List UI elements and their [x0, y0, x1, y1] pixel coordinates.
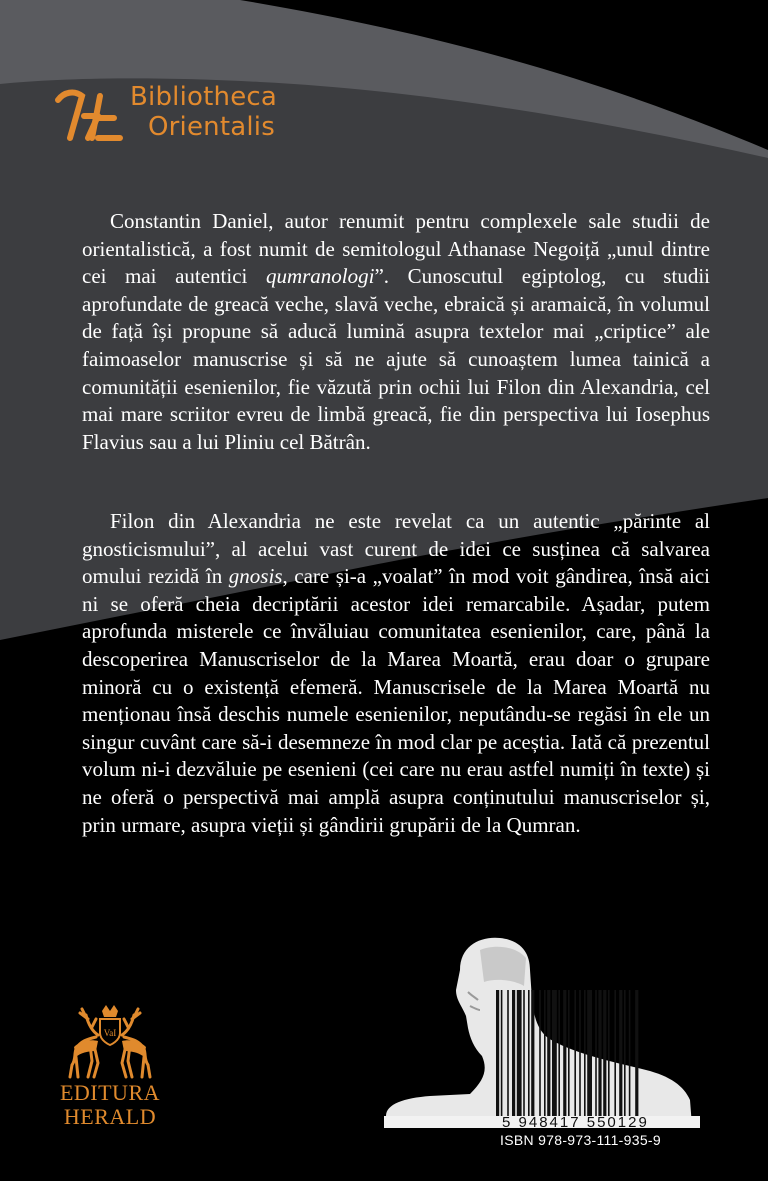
barcode-bar — [624, 990, 626, 1116]
bibliotheca-orientalis-logo — [54, 86, 126, 144]
barcode-bar — [523, 990, 525, 1116]
sphinx-barcode-icon — [384, 930, 714, 1130]
publisher-name — [40, 1081, 180, 1129]
series-name — [130, 82, 277, 142]
p1-text-a: Constantin Daniel, autor renumit pentru complexele sale studii de orientalistică, a fost numit de semitologul Athanase Negoiță „unul dintre cei mai autentici — [82, 209, 710, 289]
series-name-line2: Orientalis — [148, 112, 275, 142]
deer-crest-logo — [62, 1005, 158, 1081]
barcode-bar — [568, 990, 570, 1116]
barcode-bar — [579, 990, 581, 1116]
barcode-bar — [619, 990, 622, 1116]
p2-text-a: Filon din Alexandria ne este revelat ca un autentic „părinte al gnosticismului”, al acelui vast curent de idei ce susținea că salvarea omului rezidă în — [82, 509, 710, 589]
series-name-line1: Bibliotheca — [130, 82, 278, 112]
barcode-bar — [603, 990, 606, 1116]
description-paragraph-2 — [82, 508, 710, 839]
publisher-logo — [40, 1005, 180, 1135]
isbn-label: ISBN 978-973-111-935-9 — [500, 1132, 661, 1148]
barcode-bar — [496, 990, 499, 1116]
barcode-bar — [507, 990, 509, 1116]
p1-emphasis: qumranologi — [265, 264, 375, 289]
barcode-bar — [531, 990, 534, 1116]
barcode-bar — [558, 990, 560, 1116]
barcode-bar — [512, 990, 515, 1116]
barcode-bar — [629, 990, 631, 1116]
barcode-bar — [584, 990, 586, 1116]
barcode-bar — [563, 990, 566, 1116]
barcode-bar — [608, 990, 610, 1116]
barcode-bar — [501, 990, 503, 1116]
barcode-bar — [517, 990, 522, 1116]
barcode-bar — [528, 990, 530, 1116]
barcode-bar — [587, 990, 592, 1116]
p2-emphasis: gnosis — [228, 564, 283, 589]
p2-text-b: , care și-a „voalat” în mod voit gândirea, însă aici ni se oferă cheia decriptării acestor idei remarcabile. Așadar, putem aprofunda misterele ce învăluiau comunitatea esenienilor, care, până la descoperirea Manuscriselor de la Marea Moartă, erau doar o grupare minoră cu o existență efemeră. Manuscrisele de la Marea Moartă nu menționau însă deschis numele esenienilor, neputându-se regăsi în ele un singur cuvânt care să-i desemneze în mod clar pe aceștia. Iată că prezentul volum ni-i dezvăluie pe esenieni (cei care nu erau astfel numiți în texte) și ne oferă o perspectivă mai amplă asupra conținutului manuscriselor și, prin urmare, asupra vieții și gândirii grupării de la Qumran. — [82, 564, 710, 837]
barcode-bar — [552, 990, 557, 1116]
barcode-bar — [614, 990, 616, 1116]
barcode-bar — [574, 990, 576, 1116]
publisher-name-line2: HERALD — [63, 1104, 157, 1129]
monogram: VaI — [103, 1028, 117, 1038]
barcode-bar — [595, 990, 597, 1116]
barcode-bar — [635, 990, 638, 1116]
barcode-digits: 5 948417 550129 — [502, 1114, 649, 1131]
series-header — [54, 82, 314, 152]
publisher-name-line1: EDITURA — [59, 1080, 161, 1105]
description-paragraph-1 — [82, 208, 710, 456]
barcode-block — [384, 930, 714, 1165]
barcode-bar — [544, 990, 546, 1116]
p1-text-b: ”. Cunoscutul egiptolog, cu studii aprofundate de greacă veche, slavă veche, ebraică și aramaică, în volumul de față își propune să aducă lumină asupra textelor mai „criptice” ale faimoaselor manuscrise și să ne ajute să cunoaștem lumea tainică a comunității esenienilor, fie văzută prin ochii lui Filon din Alexandria, cel mai mare scriitor evreu de limbă greacă, fie din perspectiva lui Iosephus Flavius sau a lui Pliniu cel Bătrân. — [82, 264, 710, 454]
barcode-bar — [547, 990, 550, 1116]
barcode-bar — [598, 990, 601, 1116]
barcode-bar — [539, 990, 541, 1116]
